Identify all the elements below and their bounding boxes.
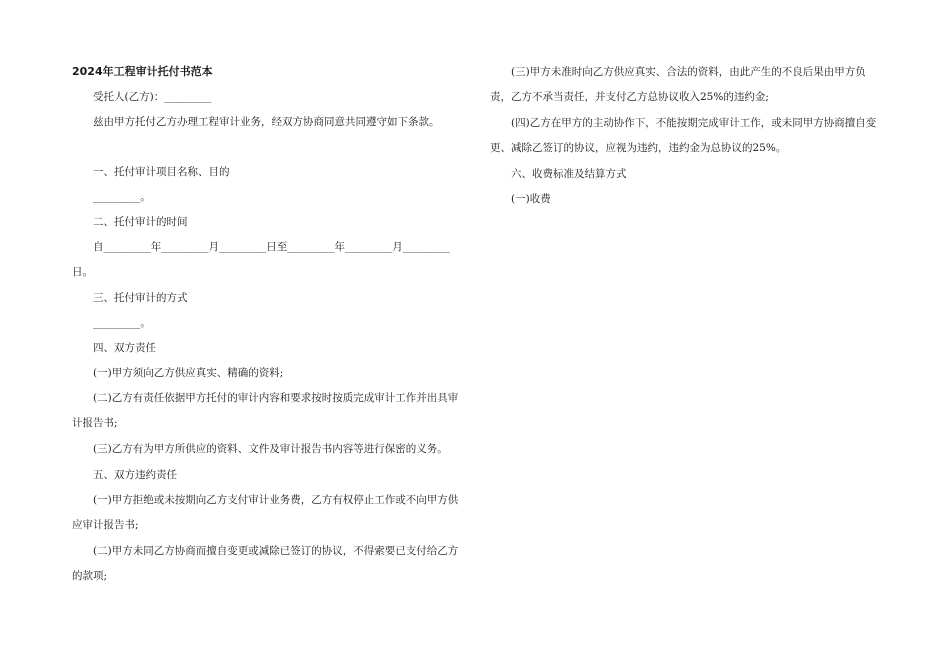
left-paragraph: _________。 xyxy=(93,191,151,203)
left-paragraph: (一)甲方拒绝或未按期向乙方支付审计业务费，乙方有权停止工作或不向甲方供应审计报告书; xyxy=(72,494,459,531)
left-paragraph: (二)甲方未同乙方协商而擅自变更或减除已签订的协议，不得索要已支付给乙方的款项; xyxy=(72,545,459,582)
right-paragraph: (一)收费 xyxy=(511,193,551,205)
left-paragraph: (三)乙方有为甲方所供应的资料、文件及审计报告书内容等进行保密的义务。 xyxy=(93,443,448,455)
left-column xyxy=(72,66,464,596)
left-paragraph: _________。 xyxy=(93,317,151,329)
document-title: 2024年工程审计托付书范本 xyxy=(72,65,213,78)
left-paragraph: 五、双方违约责任 xyxy=(93,469,177,481)
blank-line xyxy=(72,141,464,166)
left-paragraph: 兹由甲方托付乙方办理工程审计业务，经双方协商同意共同遵守如下条款。 xyxy=(93,116,440,128)
right-paragraph: 六、收费标准及结算方式 xyxy=(511,168,627,180)
right-paragraph: (四)乙方在甲方的主动协作下，不能按期完成审计工作，或未同甲方协商擅自变更、减除乙签订的协议，应视为违约，违约金为总协议的25%。 xyxy=(490,117,877,154)
left-paragraph: 三、托付审计的方式 xyxy=(93,292,188,304)
left-paragraph: 四、双方责任 xyxy=(93,342,156,354)
left-paragraph: (一)甲方须向乙方供应真实、精确的资料; xyxy=(93,367,284,379)
left-paragraph: 一、托付审计项目名称、目的 xyxy=(93,166,230,178)
left-paragraph: (二)乙方有责任依据甲方托付的审计内容和要求按时按质完成审计工作并出具审计报告书; xyxy=(72,392,459,429)
left-paragraph: 受托人(乙方)：_________ xyxy=(93,91,212,103)
left-paragraph: 自_________年_________月_________日至_________年_________月_________日。 xyxy=(72,241,450,278)
left-paragraph: 二、托付审计的时间 xyxy=(93,216,188,228)
right-column xyxy=(490,66,882,218)
right-paragraph: (三)甲方未准时向乙方供应真实、合法的资料，由此产生的不良后果由甲方负责，乙方不承当责任，并支付乙方总协议收入25%的违约金; xyxy=(490,66,866,103)
